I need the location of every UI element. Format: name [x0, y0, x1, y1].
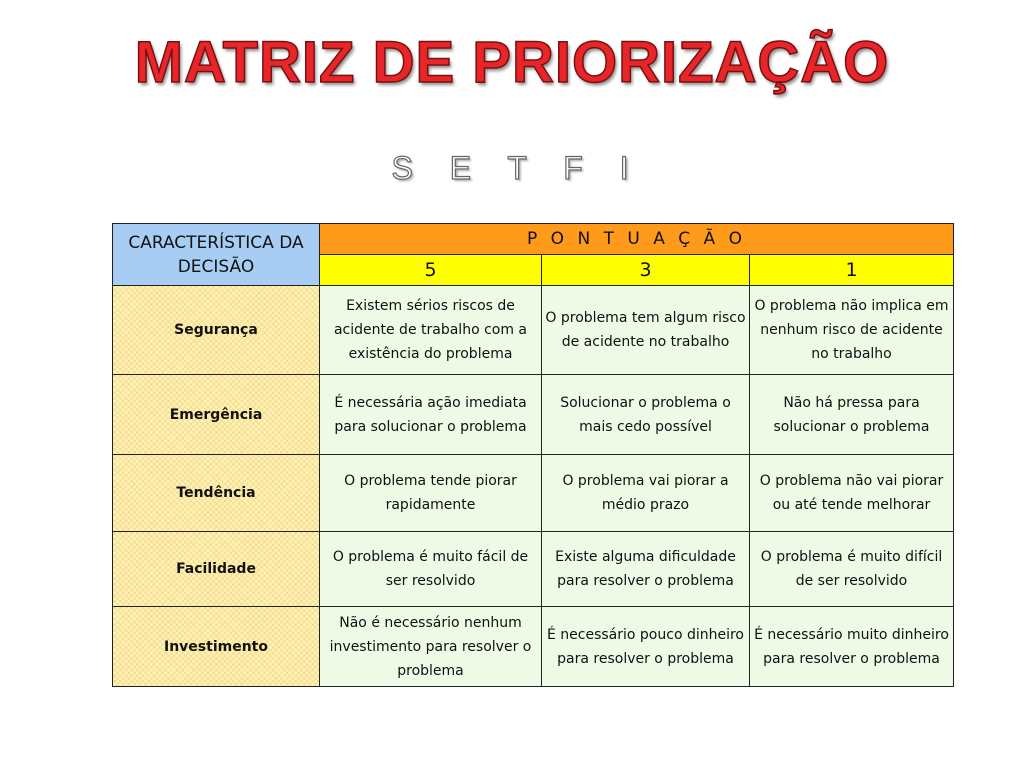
table-cell: O problema é muito difícil de ser resolvido	[750, 532, 954, 607]
table-row	[113, 286, 954, 375]
table-cell: Não é necessário nenhum investimento para resolver o problema	[320, 607, 542, 687]
table-cell: O problema é muito fácil de ser resolvido	[320, 532, 542, 607]
header-score: P O N T U A Ç Ã O	[320, 224, 954, 255]
table-cell: Não há pressa para solucionar o problema	[750, 375, 954, 455]
table-cell: O problema não vai piorar ou até tende melhorar	[750, 455, 954, 532]
table-row	[113, 532, 954, 607]
table-header-row	[113, 224, 954, 255]
row-label-seguranca: Segurança	[113, 286, 320, 375]
row-label-emergencia: Emergência	[113, 375, 320, 455]
score-1: 1	[750, 255, 954, 286]
header-characteristic: CARACTERÍSTICA DA DECISÃO	[113, 224, 320, 286]
table-row	[113, 455, 954, 532]
table-cell: É necessário muito dinheiro para resolver o problema	[750, 607, 954, 687]
score-5: 5	[320, 255, 542, 286]
row-label-facilidade: Facilidade	[113, 532, 320, 607]
row-label-investimento: Investimento	[113, 607, 320, 687]
table-cell: O problema tende piorar rapidamente	[320, 455, 542, 532]
page-subtitle: S E T F I	[391, 150, 643, 186]
table-cell: Existe alguma dificuldade para resolver o problema	[542, 532, 750, 607]
table-cell: O problema tem algum risco de acidente no trabalho	[542, 286, 750, 375]
table-row	[113, 607, 954, 687]
table-cell: É necessário pouco dinheiro para resolver o problema	[542, 607, 750, 687]
table-cell: O problema não implica em nenhum risco de acidente no trabalho	[750, 286, 954, 375]
table-cell: É necessária ação imediata para solucionar o problema	[320, 375, 542, 455]
table-cell: Existem sérios riscos de acidente de trabalho com a existência do problema	[320, 286, 542, 375]
table-row	[113, 375, 954, 455]
page-title: MATRIZ DE PRIORIZAÇÃO	[134, 30, 890, 95]
prioritization-matrix-table	[112, 223, 954, 687]
row-label-tendencia: Tendência	[113, 455, 320, 532]
table-cell: Solucionar o problema o mais cedo possível	[542, 375, 750, 455]
score-3: 3	[542, 255, 750, 286]
table-cell: O problema vai piorar a médio prazo	[542, 455, 750, 532]
